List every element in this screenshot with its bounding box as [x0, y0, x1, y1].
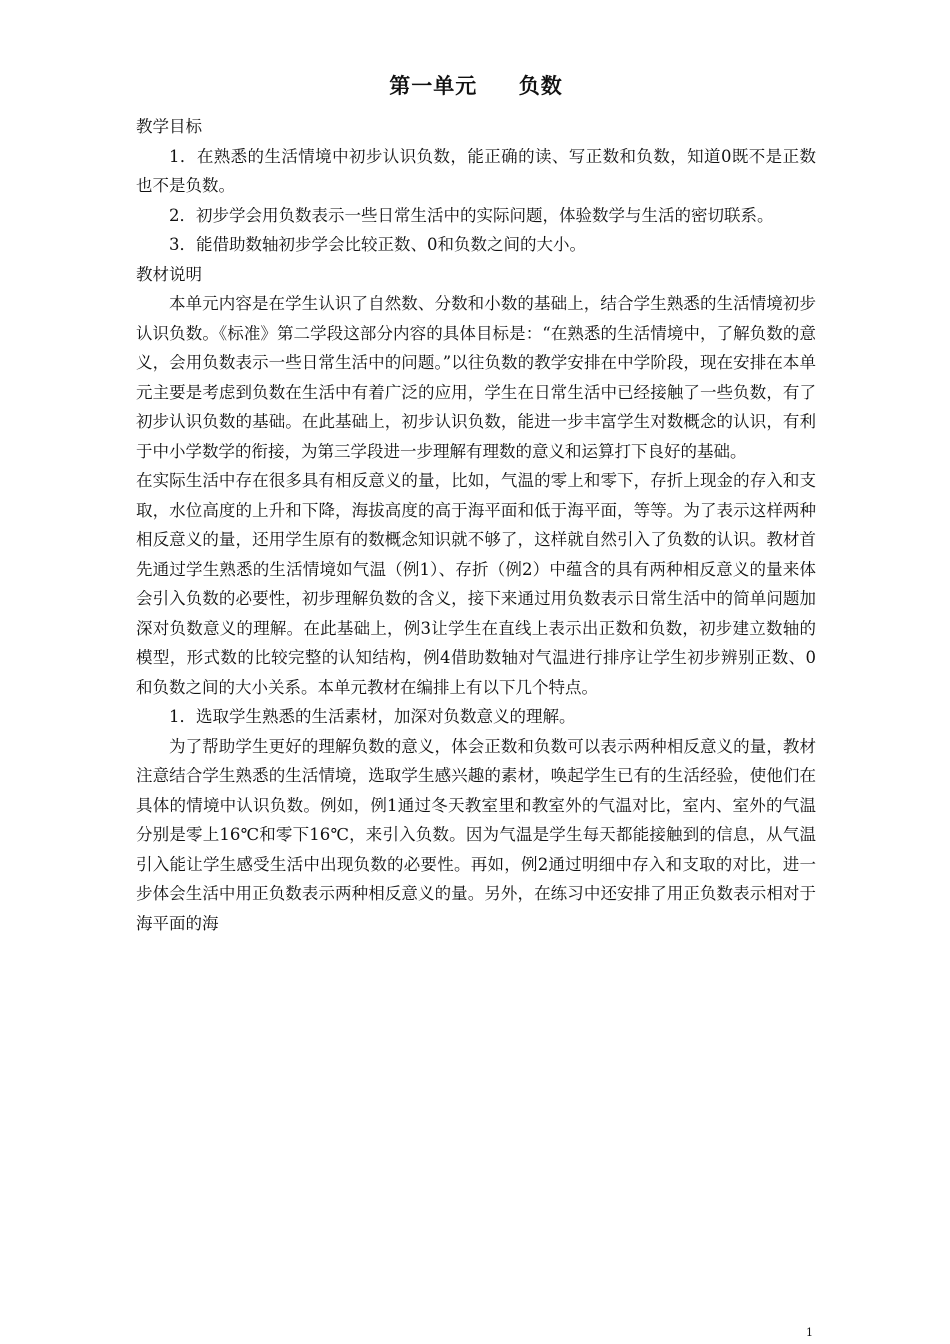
goal-item-2: 2．初步学会用负数表示一些日常生活中的实际问题，体验数学与生活的密切联系。 [169, 205, 774, 225]
goal-item-1: 1．在熟悉的生活情境中初步认识负数，能正确的读、写正数和负数，知道0既不是正数也不是负数。 [136, 146, 816, 195]
document-body [136, 112, 816, 938]
page-title: 第一单元 负数 [389, 74, 563, 98]
section-heading-teaching-goals: 教学目标 [136, 117, 202, 136]
material-paragraph-1: 本单元内容是在学生认识了自然数、分数和小数的基础上，结合学生熟悉的生活情境初步认识负数。《标准》第二学段这部分内容的具体目标是：“在熟悉的生活情境中，了解负数的意义，会用负数表示一些日常生活中的问题。”以往负数的教学安排在中学阶段，现在安排在本单元主要是考虑到负数在生活中有着广泛的应用，学生在日常生活中已经接触了一些负数，有了初步认识负数的基础。在此基础上，初步认识负数，能进一步丰富学生对数概念的认识，有利于中小学数学的衔接，为第三学段进一步理解有理数的意义和运算打下良好的基础。 [136, 294, 816, 461]
goal-item-3: 3．能借助数轴初步学会比较正数、0和负数之间的大小。 [169, 235, 586, 254]
material-paragraph-3: 为了帮助学生更好的理解负数的意义，体会正数和负数可以表示两种相反意义的量，教材注意结合学生熟悉的生活情境，选取学生感兴趣的素材，唤起学生已有的生活经验，使他们在具体的情境中认识负数。例如，例1通过冬天教室里和教室外的气温对比，室内、室外的气温分别是零上16℃和零下16℃，来引入负数。因为气温是学生每天都能接触到的信息，从气温引入能让学生感受生活中出现负数的必要性。再如，例2通过明细中存入和支取的对比，进一步体会生活中用正负数表示两种相反意义的量。另外，在练习中还安排了用正负数表示相对于海平面的海 [136, 736, 816, 933]
section-heading-material-notes: 教材说明 [136, 264, 202, 284]
feature-heading-1: 1．选取学生熟悉的生活素材，加深对负数意义的理解。 [169, 707, 576, 726]
material-paragraph-2: 在实际生活中存在很多具有相反意义的量，比如，气温的零上和零下，存折上现金的存入和支取，水位高度的上升和下降，海拔高度的高于海平面和低于海平面，等等。为了表示这样两种相反意义的量，还用学生原有的数概念知识就不够了，这样就自然引入了负数的认识。教材首先通过学生熟悉的生活情境如气温（例1）、存折（例2）中蕴含的具有两种相反意义的量来体会引入负数的必要性，初步理解负数的含义，接下来通过用负数表示日常生活中的简单问题加深对负数意义的理解。在此基础上，例3让学生在直线上表示出正数和负数，初步建立数轴的模型，形式数的比较完整的认知结构，例4借助数轴对气温进行排序让学生初步辨别正数、0和负数之间的大小关系。本单元教材在编排上有以下几个特点。 [136, 471, 816, 697]
page-number: 1 [806, 1326, 813, 1339]
